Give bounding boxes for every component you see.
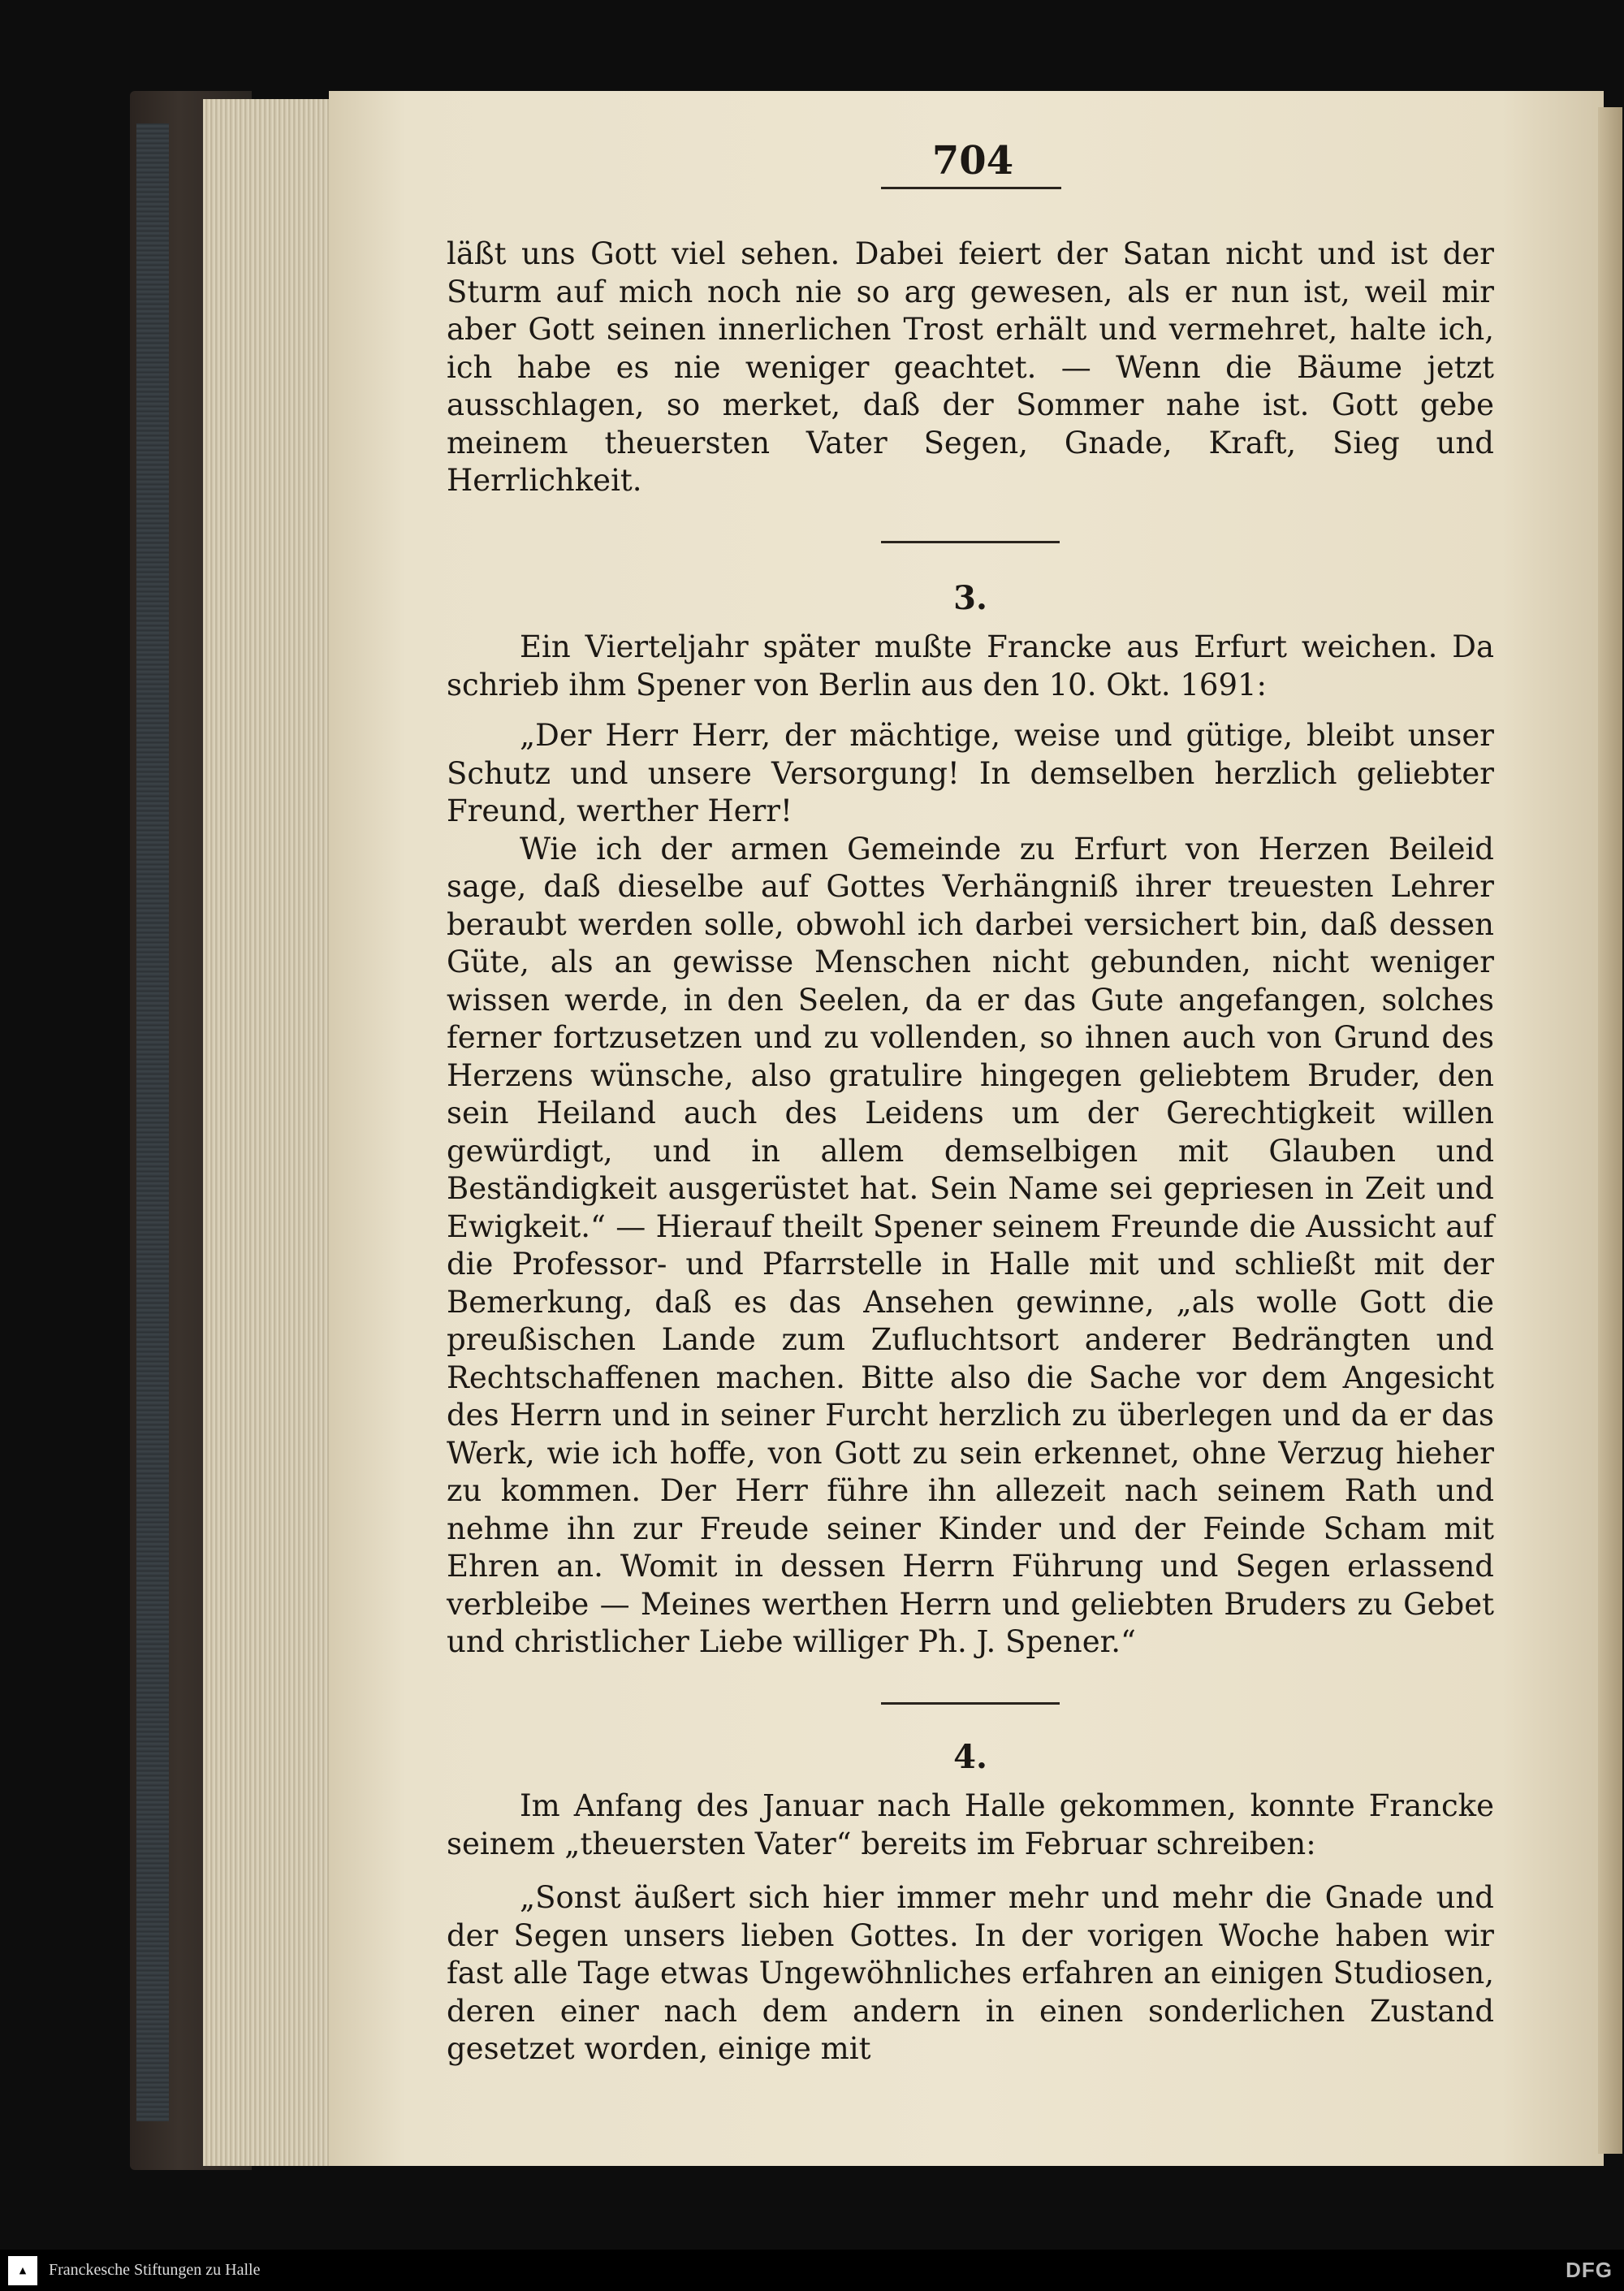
page-right-edge (1598, 107, 1622, 2154)
section-number-4: 4. (953, 1737, 987, 1776)
institution-logo: ▲ (8, 2256, 37, 2285)
section3-paragraph-2: „Der Herr Herr, der mächtige, weise und gütige, bleibt unser Schutz und unsere Versorgung! In demselben herzlich geliebter Freund, werther Herr! (447, 718, 1494, 828)
section-number-3: 3. (953, 578, 987, 617)
book-spine-strip (136, 123, 169, 2121)
page-number: 704 (931, 138, 1014, 184)
institution-name: Franckesche Stiftungen zu Halle (49, 2261, 261, 2279)
section-divider (881, 541, 1060, 543)
funder-logo: DFG (1566, 2258, 1613, 2282)
viewer-footer (0, 2250, 1624, 2291)
section-divider (881, 1702, 1060, 1705)
section4-paragraph-2: „Sonst äußert sich hier immer mehr und mehr die Gnade und der Segen unsers lieben Gottes. In der vorigen Woche haben wir fast alle Tage etwas Ungewöhnliches erfahren an einigen Studiosen, deren einer nach dem andern in einen sonderlichen Zustand gesetzet worden, einige mit (447, 1880, 1494, 2066)
page-edges (203, 99, 333, 2166)
page-text (447, 142, 1494, 2068)
section3-paragraph-1: Ein Vierteljahr später mußte Francke aus Erfurt weichen. Da schrieb ihm Spener von Berlin aus den 10. Okt. 1691: (447, 629, 1494, 702)
section3-paragraph-3: Wie ich der armen Gemeinde zu Erfurt von Herzen Beileid sage, daß dieselbe auf Gottes Verhängniß ihrer treuesten Lehrer beraubt werden solle, obwohl ich darbei versichert bin, daß dessen Güte, als an gewisse Menschen nicht gebunden, nicht weniger wissen werde, in den Seelen, da er das Gute angefangen, solches ferner fortzusetzen und zu vollenden, so ihnen auch von Grund des Herzens wünsche, also gratulire hingegen geliebtem Bruder, den sein Heiland auch des Leidens um der Gerechtigkeit willen gewürdigt, und in allem demselbigen mit Glauben und Beständigkeit ausgerüstet hat. Sein Name sei gepriesen in Zeit und Ewigkeit.“ — Hierauf theilt Spener seinem Freunde die Aussicht auf die Professor- und Pfarrstelle in Halle mit und schließt mit der Bemerkung, daß es das Ansehen gewinne, „als wolle Gott die preußischen Lande zum Zufluchtsort anderer Bedrängten und Rechtschaffenen machen. Bitte also die Sache vor dem Angesicht des Herrn und in seiner Furcht herzlich zu überlegen und da er das Werk, wie ich hoffe, von Gott zu sein erkennet, ohne Verzug hieher zu kommen. Der Herr führe ihn allezeit nach seinem Rath und nehme ihn zur Freude seiner Kinder und der Feinde Scham mit Ehren an. Womit in dessen Herrn Führung und Segen erlassend verbleibe — Meines werthen Herrn und geliebten Bruders zu Gebet und christlicher Liebe williger Ph. J. Spener.“ (447, 831, 1494, 1659)
paragraph-top: läßt uns Gott viel sehen. Dabei feiert der Satan nicht und ist der Sturm auf mich noch nie so arg gewesen, als er nun ist, weil mir aber Gott seinen innerlichen Trost erhält und vermehret, halte ich, ich habe es nie weniger geachtet. — Wenn die Bäume jetzt ausschlagen, so merket, daß der Sommer nahe ist. Gott gebe meinem theuersten Vater Segen, Gnade, Kraft, Sieg und Herrlichkeit. (447, 236, 1494, 498)
section4-paragraph-1: Im Anfang des Januar nach Halle gekommen, konnte Francke seinem „theuersten Vater“ bereits im Februar schreiben: (447, 1788, 1494, 1861)
